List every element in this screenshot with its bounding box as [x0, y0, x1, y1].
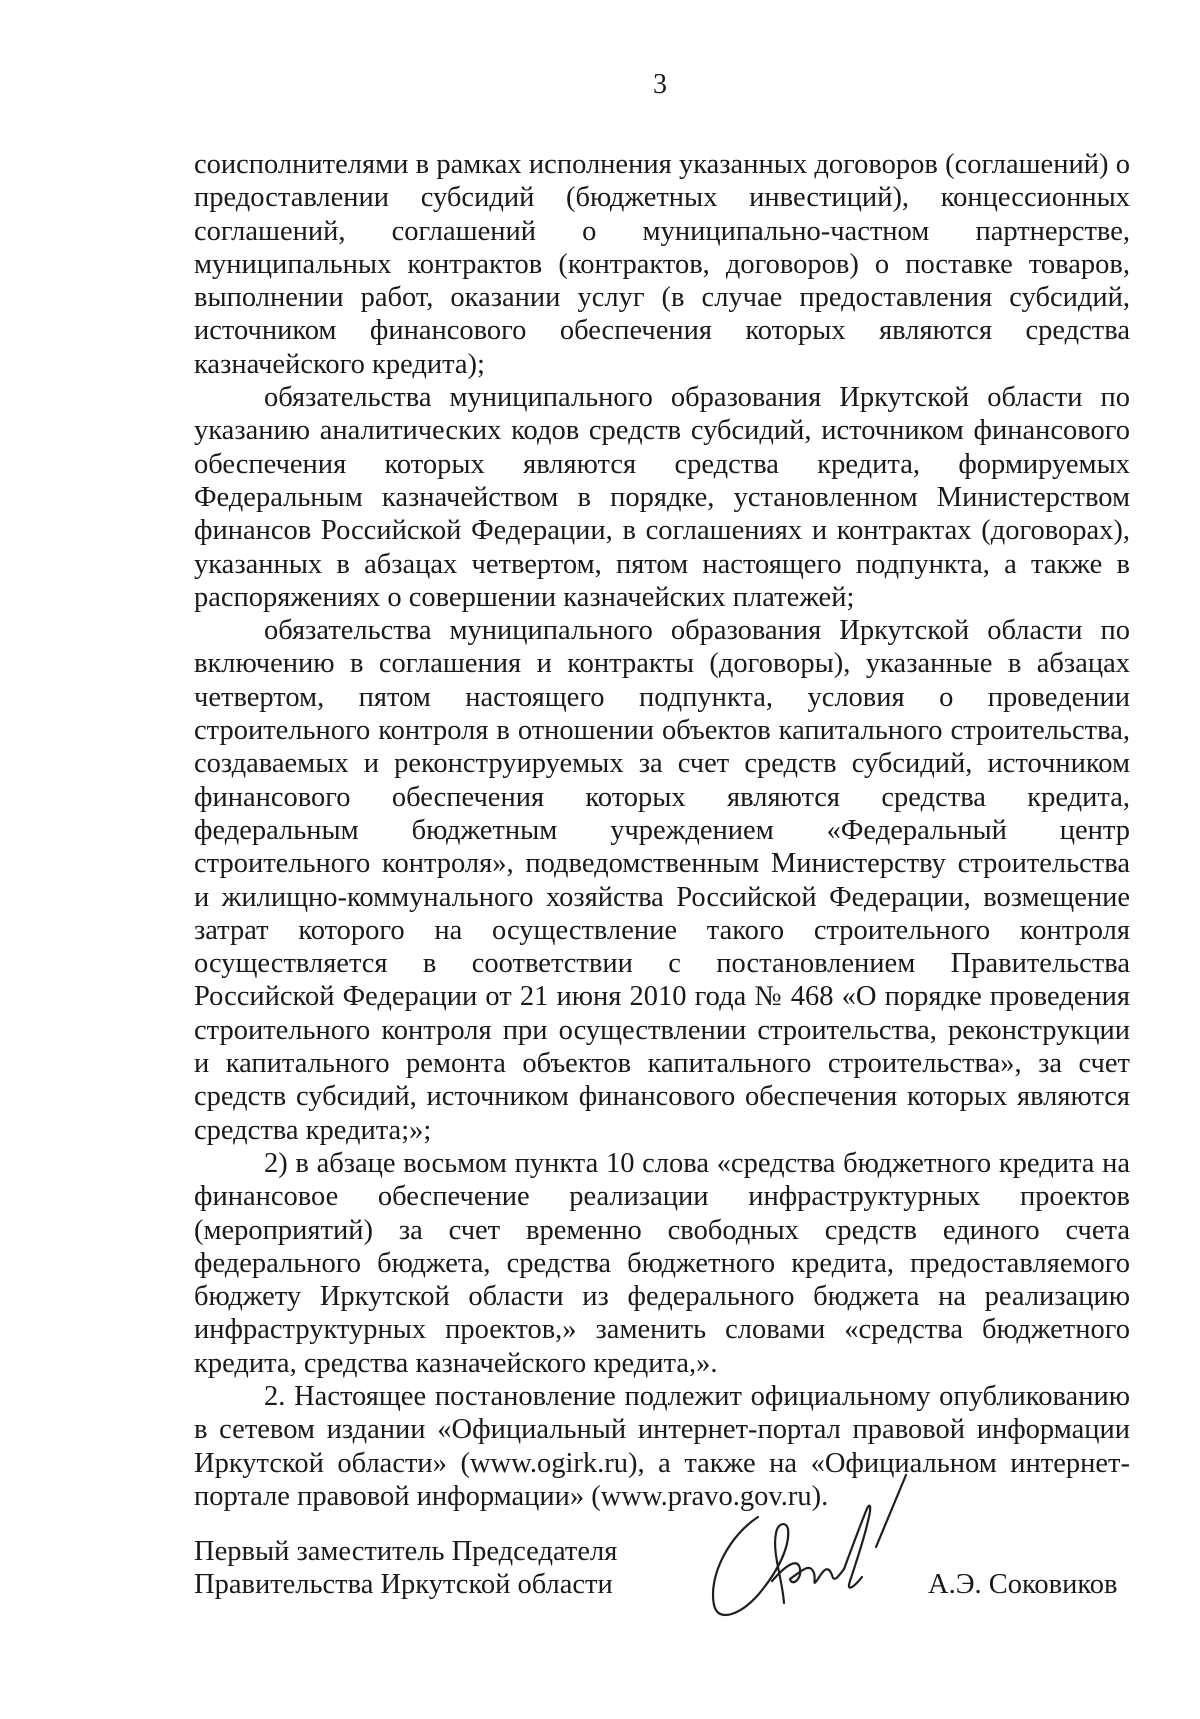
paragraph-obligation-codes: обязательства муниципального образования Иркутской области по указанию аналитических кодов средств субсидий, источником финансового обеспечения которых являются средства кредита, формируемых Федеральным казначейством в порядке, установленном Министерством финансов Российской Федерации, в соглашениях и контрактах (договорах), указанных в абзацах четвертом, пятом настоящего подпункта, а также в распоряжениях о совершении казначейских платежей;: [194, 382, 1130, 613]
signer-name: А.Э. Соковиков: [928, 1569, 1118, 1600]
signatory-position: [194, 1535, 617, 1601]
handwritten-signature: [700, 1465, 960, 1625]
paragraph-publication: 2. Настоящее постановление подлежит официальному опубликованию в сетевом издании «Официальный интернет-портал правовой информации Иркутской области» (www.ogirk.ru), а также на «Официальном интернет-портале правовой информации» (www.pravo.gov.ru).: [194, 1380, 1130, 1512]
paragraph-continuation: соисполнителями в рамках исполнения указанных договоров (соглашений) о предоставлении субсидий (бюджетных инвестиций), концессионных соглашений, соглашений о муниципально-частном партнерстве, муниципальных контрактов (контрактов, договоров) о поставке товаров, выполнении работ, оказании услуг (в случае предоставления субсидий, источником финансового обеспечения которых являются средства казначейского кредита);: [194, 149, 1130, 380]
position-line-1: Первый заместитель Председателя: [194, 1536, 618, 1567]
document-body: [194, 148, 1130, 1513]
page-number: 3: [653, 69, 667, 100]
paragraph-amendment-item-2: 2) в абзаце восьмом пункта 10 слова «средства бюджетного кредита на финансовое обеспечение реализации инфраструктурных проектов (мероприятий) за счет временно свободных средств единого счета федерального бюджета, средства бюджетного кредита, предоставляемого бюджету Иркутской области из федерального бюджета на реализацию инфраструктурных проектов,» заменить словами «средства бюджетного кредита, средства казначейского кредита,».: [194, 1147, 1130, 1379]
position-line-2: Правительства Иркутской области: [194, 1569, 613, 1600]
paragraph-obligation-construction-control: обязательства муниципального образования Иркутской области по включению в соглашения и контракты (договоры), указанные в абзацах четвертом, пятом настоящего подпункта, условия о проведении строительного контроля в отношении объектов капитального строительства, создаваемых и реконструируемых за счет средств субсидий, источником финансового обеспечения которых являются средства кредита, федеральным бюджетным учреждением «Федеральный центр строительного контроля», подведомственным Министерству строительства и жилищно-коммунального хозяйства Российской Федерации, возмещение затрат которого на осуществление такого строительного контроля осуществляется в соответствии с постановлением Правительства Российской Федерации от 21 июня 2010 года № 468 «О порядке проведения строительного контроля при осуществлении строительства, реконструкции и капитального ремонта объектов капитального строительства», за счет средств субсидий, источником финансового обеспечения которых являются средства кредита;»;: [194, 615, 1130, 1146]
